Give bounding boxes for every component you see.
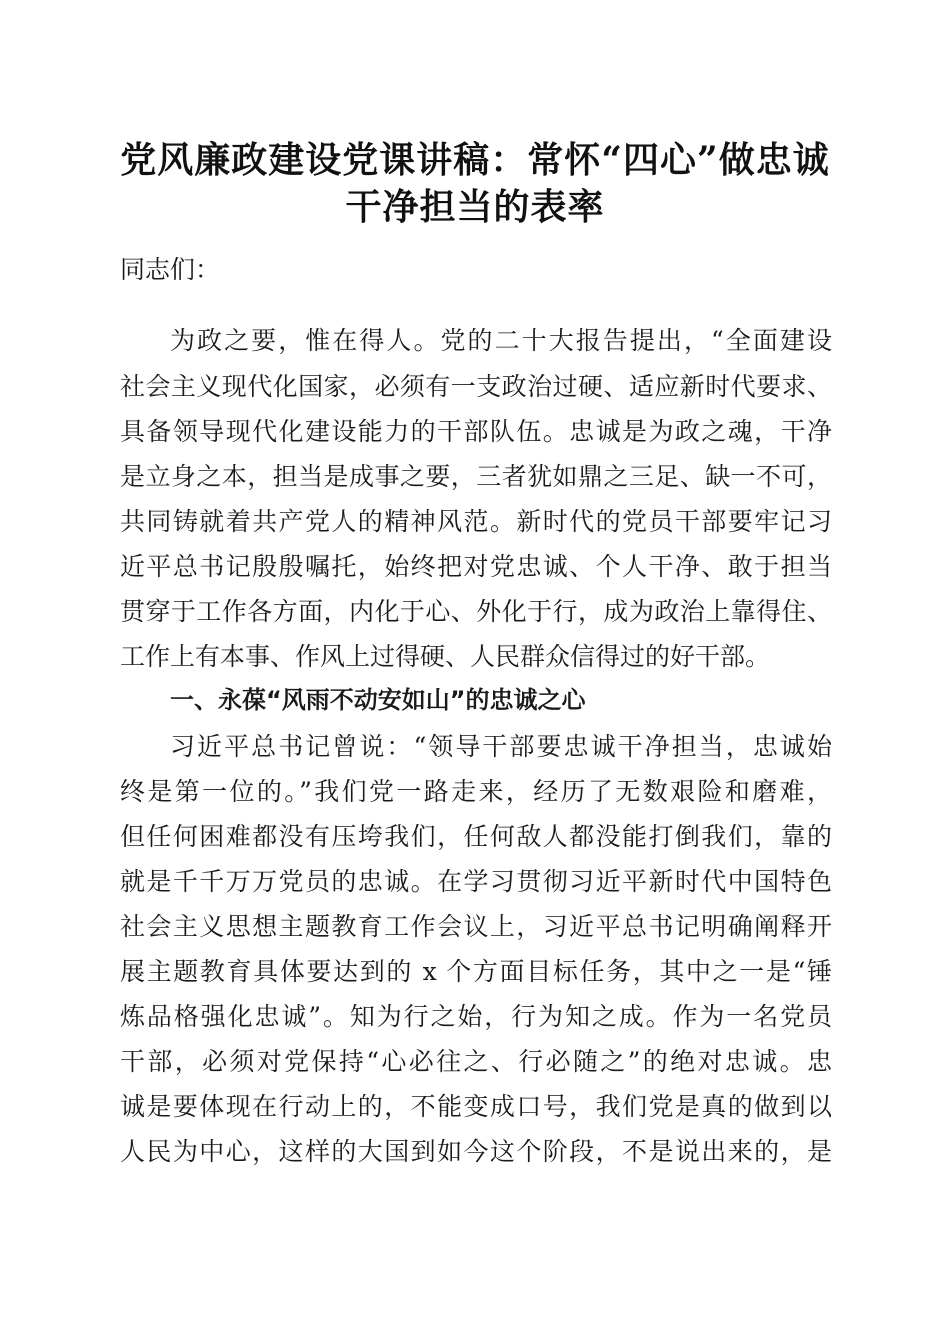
paragraph-2-line: 终是第一位的。”我们党一路走来，经历了无数艰险和磨难， (120, 777, 832, 806)
paragraph-2-line: 展主题教育具体要达到的 x 个方面目标任务，其中之一是“锤 (120, 957, 832, 986)
paragraph-2-line: 但任何困难都没有压垮我们，任何敌人都没能打倒我们，靠的 (120, 822, 832, 851)
paragraph-1-line: 是立身之本，担当是成事之要，三者犹如鼎之三足、缺一不可， (120, 462, 832, 491)
salutation: 同志们： (120, 255, 221, 284)
paragraph-2-line: 习近平总书记曾说：“领导干部要忠诚干净担当，忠诚始 (170, 732, 832, 761)
paragraph-1-line: 社会主义现代化国家，必须有一支政治过硬、适应新时代要求、 (120, 372, 832, 401)
paragraph-1-line: 近平总书记殷殷嘱托，始终把对党忠诚、个人干净、敢于担当 (120, 552, 832, 581)
paragraph-2-line: 干部，必须对党保持“心必往之、行必随之”的绝对忠诚。忠 (120, 1047, 832, 1076)
paragraph-1-line: 工作上有本事、作风上过得硬、人民群众信得过的好干部。 (120, 642, 771, 671)
document-title-line-1: 党风廉政建设党课讲稿：常怀“四心”做忠诚 (120, 139, 830, 181)
paragraph-1-line: 具备领导现代化建设能力的干部队伍。忠诚是为政之魂，干净 (120, 417, 832, 446)
paragraph-2-line: 就是千千万万党员的忠诚。在学习贯彻习近平新时代中国特色 (120, 867, 832, 896)
paragraph-1-line: 为政之要，惟在得人。党的二十大报告提出，“全面建设 (170, 326, 832, 355)
paragraph-2-line: 社会主义思想主题教育工作会议上，习近平总书记明确阐释开 (120, 912, 832, 941)
paragraph-1-line: 共同铸就着共产党人的精神风范。新时代的党员干部要牢记习 (120, 507, 832, 536)
paragraph-1-line: 贯穿于工作各方面，内化于心、外化于行，成为政治上靠得住、 (120, 597, 832, 626)
paragraph-2-line: 炼品格强化忠诚”。知为行之始，行为知之成。作为一名党员 (120, 1002, 832, 1031)
paragraph-2-line: 人民为中心，这样的大国到如今这个阶段，不是说出来的，是 (120, 1137, 832, 1166)
paragraph-2-line: 诚是要体现在行动上的，不能变成口号，我们党是真的做到以 (120, 1092, 832, 1121)
document-title-line-2: 干净担当的表率 (345, 186, 605, 228)
section-heading-1: 一、永葆“风雨不动安如山”的忠诚之心 (170, 686, 586, 714)
